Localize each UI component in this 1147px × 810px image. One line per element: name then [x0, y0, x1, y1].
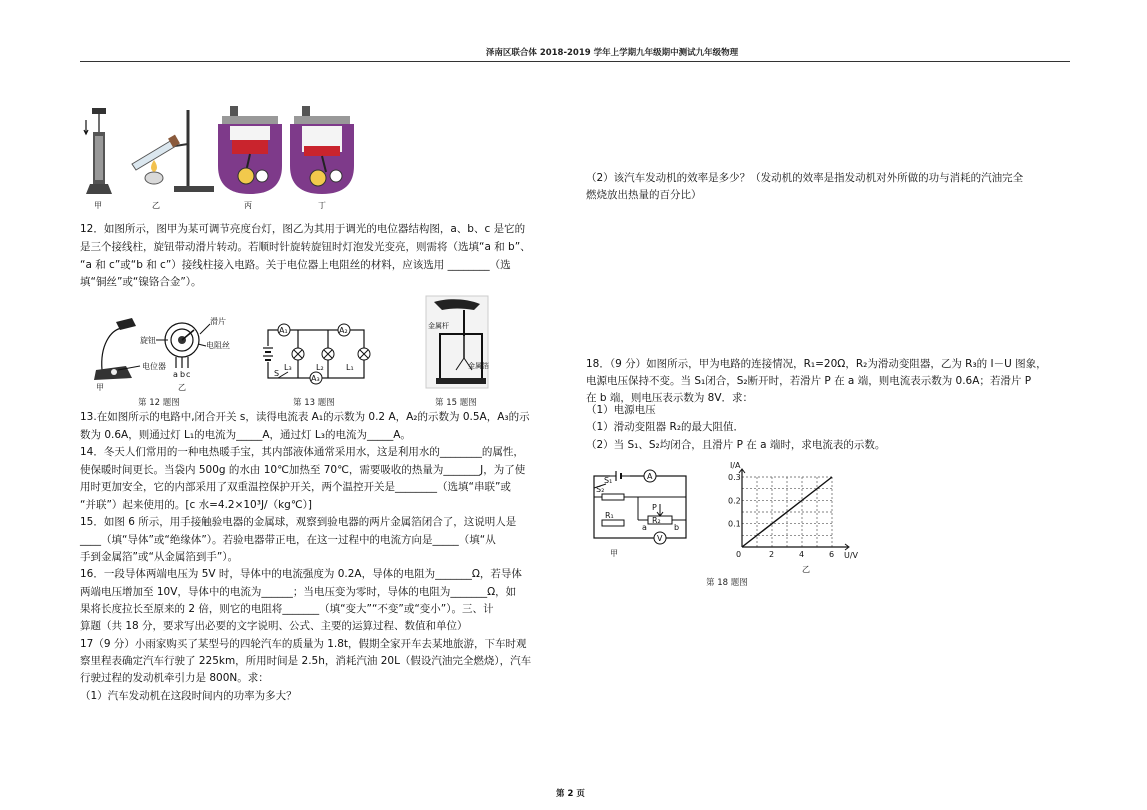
figure-12-lamp-potentiometer	[92, 312, 262, 394]
figure-compression-cylinder	[84, 108, 112, 194]
fig18-r1-label: R₁	[605, 511, 614, 520]
fig18-r2-label: R₂	[652, 516, 661, 525]
fig18-v-label: V	[657, 534, 663, 543]
figure-engine-stroke-d	[290, 106, 354, 194]
fig12-jia-label: 甲	[96, 383, 104, 392]
fig12-slider-label: 滑片	[210, 317, 226, 326]
q17-2-line-2: 燃烧放出热量的百分比）	[586, 189, 702, 201]
q14-line-2: 使保暖时间更长。当袋内 500g 的水由 10℃加热至 70℃，需要吸收的热量为_______J，为了使	[80, 464, 526, 476]
q17-line-4: （1）汽车发动机在这段时间内的功率为多大？	[80, 690, 297, 702]
figure-18-circuit	[590, 468, 694, 568]
q18-line-2: 电源电压保持不变。当 S₁闭合，S₂断开时，若滑片 P 在 a 端，则电流表示数为 0.6A；若滑片 P	[586, 375, 1032, 387]
top-label-c: 丙	[244, 201, 252, 210]
fig12-wire-label: 电阻丝	[206, 341, 230, 350]
q16-line-4: 算题（共 18 分，要求写出必要的文字说明、公式、主要的运算过程、数值和单位）	[80, 620, 468, 632]
x-axis-label: U/V	[844, 551, 859, 560]
fig15-foil-label: 金属箔	[468, 362, 489, 370]
q17-line-1: 17（9 分）小雨家购买了某型号的四轮汽车的质量为 1.8t，假期全家开车去某地旅游，下车时观	[80, 638, 527, 650]
q14-line-3: 用时更加安全，它的内部采用了双重温控保护开关，两个温控开关是________（选填“串联”或	[80, 481, 511, 493]
fig15-caption: 第 15 题图	[435, 398, 477, 408]
fig12-pot-label: 电位器	[142, 362, 166, 371]
q15-line-3: 手到金属箔”或“从金属箔到手”）。	[80, 551, 239, 563]
fig18-a-label: A	[647, 472, 653, 481]
fig18-s2-label: S₂	[596, 485, 605, 494]
top-experiment-figures	[80, 100, 350, 220]
fig12-knob-label: 旋钮	[140, 336, 156, 345]
q12-line-1: 12．如图所示，图甲为某可调节亮度台灯，图乙为其用于调光的电位器结构图，a、b、c 是它的	[80, 223, 526, 235]
fig12-c-label: c	[186, 370, 191, 379]
y-axis-label: I/A	[730, 461, 741, 470]
figure-engine-stroke-c	[218, 106, 282, 194]
top-label-a: 甲	[94, 201, 102, 210]
q17-2-line-1: （2）该汽车发动机的效率是多少？（发动机的效率是指发动机对外所做的功与消耗的汽油完全	[586, 172, 1024, 184]
header-divider	[80, 61, 1070, 62]
top-label-d: 丁	[318, 201, 326, 210]
q18-line-1: 18．（9 分）如图所示，甲为电路的连接情况，R₁=20Ω，R₂为滑动变阻器，乙为 R₃的 I－U 图象，	[586, 358, 1047, 370]
fig18-pa-label: a	[642, 523, 647, 532]
q12-line-4: 填“铜丝”或“镍铬合金”）。	[80, 276, 202, 288]
q12-line-3: “a 和 c”或“b 和 c”）接线柱接入电路。关于电位器上电阻丝的材料，应该选用 ________（选	[80, 259, 511, 271]
y-tick-label: 0.1	[728, 519, 741, 529]
fig18-caption: 第 18 题图	[706, 578, 748, 588]
q13-line-2: 数为 0.6A，则通过灯 L₁的电流为_____A，通过灯 L₃的电流为_____A。	[80, 429, 411, 441]
q16-line-3: 果将长度拉长至原来的 2 倍，则它的电阻将_______（填“变大”“不变”或“变小”）。三、计	[80, 603, 494, 615]
fig13-a3-label: A₃	[311, 374, 320, 383]
fig13-l3-label: L₃	[284, 363, 292, 372]
figure-15-electroscope	[426, 296, 488, 388]
q16-line-1: 16．一段导体两端电压为 5V 时，导体中的电流强度为 0.2A，导体的电阻为_______Ω，若导体	[80, 568, 522, 580]
fig13-s-label: S	[274, 369, 280, 378]
top-label-b: 乙	[152, 201, 160, 210]
y-tick-label: 0.2	[728, 496, 741, 506]
q13-line-1: 13.在如图所示的电路中,闭合开关 s，读得电流表 A₁的示数为 0.2 A，A₂的示数为 0.5A，A₃的示	[80, 411, 530, 423]
q17-line-3: 行驶过程的发动机牵引力是 800N。求：	[80, 672, 269, 684]
fig12-yi-label: 乙	[178, 383, 186, 392]
x-tick-label: 4	[799, 550, 805, 559]
fig12-caption: 第 12 题图	[138, 398, 180, 408]
q15-line-2: ____（填“导体”或“绝缘体”）。若验电器带正电，在这一过程中的电流方向是_____（填“从	[80, 534, 496, 546]
q18-line-6: （2）当 S₁、S₂均闭合，且滑片 P 在 a 端时，求电流表的示数。	[586, 439, 886, 451]
figure-test-tube-heating	[132, 110, 214, 192]
fig12-a-label: a	[173, 370, 178, 379]
graph-name-label: 乙	[802, 565, 810, 574]
q15-line-1: 15．如图 6 所示，用手接触验电器的金属球，观察到验电器的两片金属箔闭合了，这说明人是	[80, 516, 517, 528]
page-number: 第 2 页	[556, 789, 585, 799]
figure-13-circuit	[258, 322, 376, 388]
page-header: 泽南区联合体 2018-2019 学年上学期九年级期中测试九年级物理	[485, 48, 739, 58]
fig13-a1-label: A₁	[279, 326, 288, 335]
q14-line-1: 14．冬天人们常用的一种电热暖手宝，其内部液体通常采用水，这是利用水的________的属性，	[80, 446, 524, 458]
fig18-p-label: P	[652, 503, 657, 512]
x-tick-label: 6	[829, 550, 835, 559]
origin-label: 0	[736, 550, 742, 559]
fig13-caption: 第 13 题图	[293, 398, 335, 408]
fig13-l1-label: L₁	[346, 363, 354, 372]
q14-line-4: “并联”）起来使用的。[c 水=4.2×10³J/（kg℃）]	[80, 499, 312, 511]
q16-line-2: 两端电压增加至 10V，导体中的电流为______；当电压变为零时，导体的电阻为_______Ω，如	[80, 586, 517, 598]
figure-18-iu-graph	[726, 462, 866, 577]
fig13-l2-label: L₂	[316, 363, 324, 372]
fig13-a2-label: A₂	[339, 326, 348, 335]
fig18-s1-label: S₁	[604, 476, 613, 485]
q12-line-2: 是三个接线柱，旋钮带动滑片转动。若顺时针旋转旋钮时灯泡发光变亮，则需将（选填“a 和 b”、	[80, 241, 531, 253]
fig18-pb-label: b	[674, 523, 680, 532]
q18-line-4: （1）电源电压	[586, 404, 656, 416]
q17-line-2: 察里程表确定汽车行驶了 225km，所用时间是 2.5h，消耗汽油 20L（假设汽油完全燃烧），汽车	[80, 655, 532, 667]
fig12-b-label: b	[180, 370, 186, 379]
q18-line-5: （1）滑动变阻器 R₂的最大阻值．	[586, 421, 745, 433]
fig15-rod-label: 金属杆	[428, 322, 449, 330]
q18-line-3: 在 b 端，则电压表示数为 8V．求：	[586, 392, 754, 404]
fig18-jia-label: 甲	[610, 549, 618, 558]
x-tick-label: 2	[769, 550, 775, 559]
y-tick-label: 0.3	[728, 473, 741, 482]
